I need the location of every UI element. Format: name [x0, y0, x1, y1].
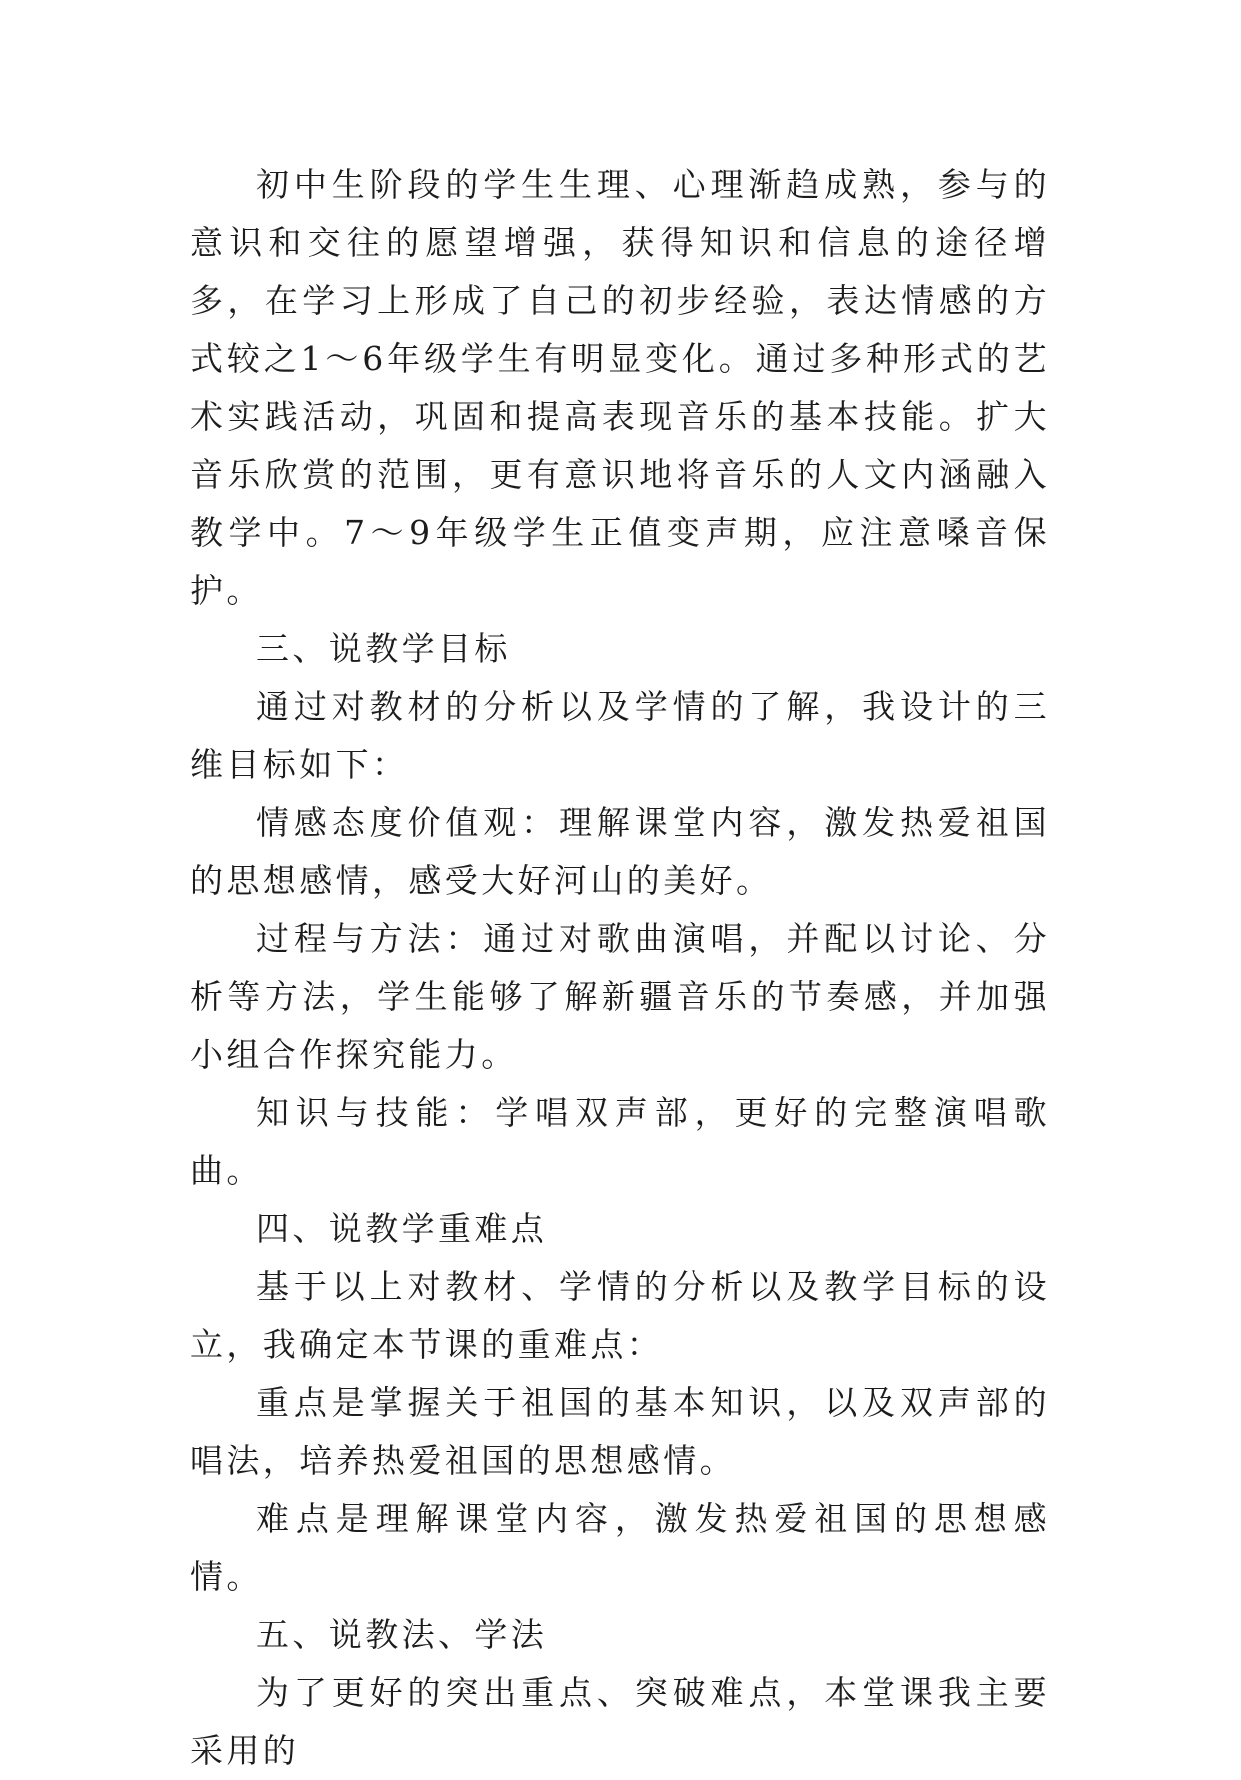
document-body: [190, 156, 1050, 1780]
paragraph-objective-emotion: 情感态度价值观：理解课堂内容，激发热爱祖国的思想感情，感受大好河山的美好。: [190, 803, 1050, 900]
paragraph-key-points-intro: 基于以上对教材、学情的分析以及教学目标的设立，我确定本节课的重难点：: [190, 1267, 1050, 1364]
paragraph-difficult-point: 难点是理解课堂内容，激发热爱祖国的思想感情。: [190, 1499, 1050, 1596]
paragraph-objectives-intro: 通过对教材的分析以及学情的了解，我设计的三维目标如下：: [190, 687, 1050, 784]
paragraph-objective-process: 过程与方法：通过对歌曲演唱，并配以讨论、分析等方法，学生能够了解新疆音乐的节奏感，并加强小组合作探究能力。: [190, 919, 1050, 1074]
paragraph-objective-knowledge: 知识与技能：学唱双声部，更好的完整演唱歌曲。: [190, 1093, 1050, 1190]
heading-teaching-objectives: 三、说教学目标: [256, 629, 511, 668]
paragraph-methods-intro: 为了更好的突出重点、突破难点，本堂课我主要采用的: [190, 1673, 1050, 1770]
heading-methods: 五、说教法、学法: [256, 1615, 548, 1654]
paragraph-student-analysis: 初中生阶段的学生生理、心理渐趋成熟，参与的意识和交往的愿望增强，获得知识和信息的途径增多，在学习上形成了自己的初步经验，表达情感的方式较之1～6年级学生有明显变化。通过多种形式的艺术实践活动，巩固和提高表现音乐的基本技能。扩大音乐欣赏的范围，更有意识地将音乐的人文内涵融入教学中。7～9年级学生正值变声期，应注意嗓音保护。: [190, 165, 1050, 610]
paragraph-key-point: 重点是掌握关于祖国的基本知识，以及双声部的唱法，培养热爱祖国的思想感情。: [190, 1383, 1050, 1480]
heading-key-difficult-points: 四、说教学重难点: [256, 1209, 548, 1248]
